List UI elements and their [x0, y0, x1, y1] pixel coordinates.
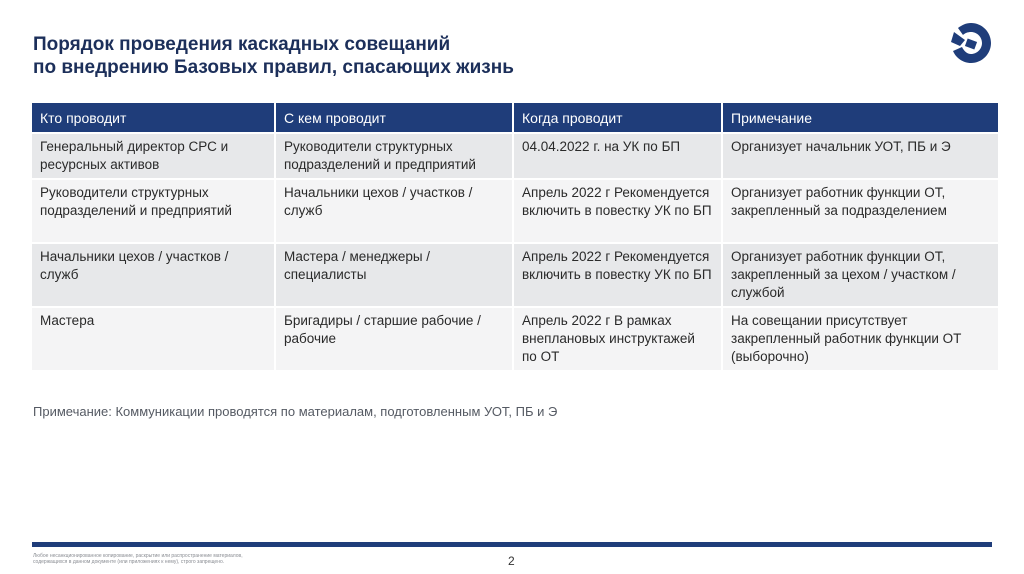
table-cell: Мастера — [32, 308, 274, 370]
table-cell: Мастера / менеджеры / специалисты — [276, 244, 512, 306]
table-cell: Начальники цехов / участков / служб — [32, 244, 274, 306]
table-cell: Апрель 2022 г Рекомендуется включить в повестку УК по БП — [514, 244, 721, 306]
table-cell: Генеральный директор СРС и ресурсных активов — [32, 134, 274, 178]
title-line-1: Порядок проведения каскадных совещаний — [33, 34, 451, 55]
table-row — [32, 244, 998, 306]
table-row — [32, 308, 998, 370]
table-cell: Руководители структурных подразделений и предприятий — [276, 134, 512, 178]
meetings-table — [30, 101, 1000, 372]
footnote: Примечание: Коммуникации проводятся по материалам, подготовленным УОТ, ПБ и Э — [33, 404, 558, 419]
footer-divider — [32, 542, 992, 547]
table-cell: Бригадиры / старшие рабочие / рабочие — [276, 308, 512, 370]
company-logo-icon — [948, 20, 994, 66]
header-who: Кто проводит — [32, 103, 274, 132]
table-cell: Руководители структурных подразделений и предприятий — [32, 180, 274, 242]
table-cell: Апрель 2022 г В рамках внеплановых инструктажей по ОТ — [514, 308, 721, 370]
table-row — [32, 180, 998, 242]
page-number: 2 — [508, 554, 515, 568]
page-title — [33, 33, 514, 79]
title-line-2: по внедрению Базовых правил, спасающих жизнь — [33, 57, 514, 78]
table-cell: Апрель 2022 г Рекомендуется включить в повестку УК по БП — [514, 180, 721, 242]
table-cell: Начальники цехов / участков / служб — [276, 180, 512, 242]
header-note: Примечание — [723, 103, 998, 132]
table-cell: На совещании присутствует закрепленный работник функции ОТ (выборочно) — [723, 308, 998, 370]
table-header-row — [32, 103, 998, 132]
table-row — [32, 134, 998, 178]
header-when: Когда проводит — [514, 103, 721, 132]
table-cell: Организует начальник УОТ, ПБ и Э — [723, 134, 998, 178]
table-cell: Организует работник функции ОТ, закрепленный за цехом / участком / службой — [723, 244, 998, 306]
header-with-whom: С кем проводит — [276, 103, 512, 132]
confidentiality-disclaimer: Любое несанкционированное копирование, раскрытие или распространение материалов, содержащихся в данном документе (или приложениях к нему), строго запрещено. — [33, 553, 243, 565]
table-cell: 04.04.2022 г. на УК по БП — [514, 134, 721, 178]
table-cell: Организует работник функции ОТ, закрепленный за подразделением — [723, 180, 998, 242]
